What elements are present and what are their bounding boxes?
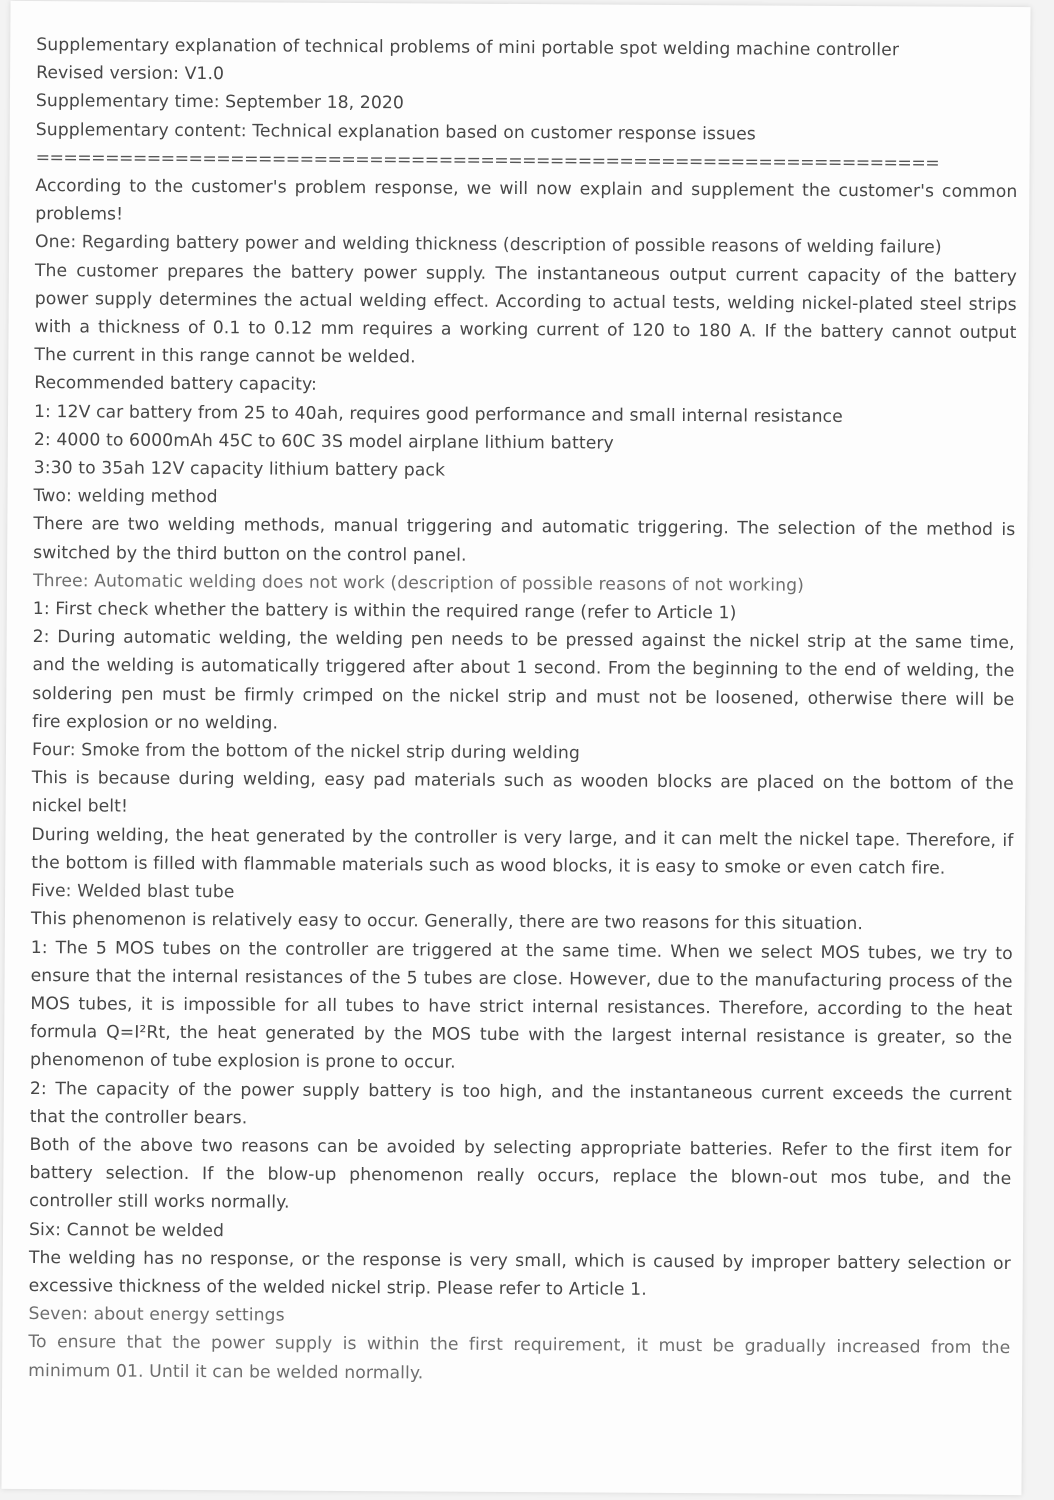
paragraph-line: battery selection. If the blow-up phenomenon really occurs, replace the blown-out mos tube, and the [29, 1163, 1012, 1190]
paragraph-line: minimum 01. Until it can be welded normally. [28, 1360, 424, 1383]
revision-line: Revised version: V1.0 [36, 63, 225, 85]
paragraph-line: that the controller bears. [29, 1106, 248, 1129]
paragraph-line: 1: First check whether the battery is within the required range (refer to Article 1) [32, 599, 737, 624]
list-item: 3:30 to 35ah 12V capacity lithium battery pack [33, 458, 446, 481]
section-heading-four: Four: Smoke from the bottom of the nickel strip during welding [31, 740, 580, 764]
paragraph-line: 1: The 5 MOS tubes on the controller are triggered at the same time. When we select MOS tubes, we try to [30, 937, 1013, 964]
section-heading-one: One: Regarding battery power and welding thickness (description of possible reasons of welding failure) [35, 232, 942, 259]
document-text [28, 31, 1018, 1391]
paragraph-line: formula Q=I²Rt, the heat generated by the MOS tube with the largest internal resistance is greater, so the [30, 1022, 1013, 1049]
document-title: Supplementary explanation of technical problems of mini portable spot welding machine controller [36, 35, 900, 61]
paragraph-line: During welding, the heat generated by the controller is very large, and it can melt the nickel tape. Therefore, if [31, 824, 1014, 851]
paragraph-line: and the welding is automatically triggered after about 1 second. From the beginning to the end of welding, the [32, 655, 1015, 682]
date-line: Supplementary time: September 18, 2020 [35, 91, 405, 114]
paragraph-line: power supply determines the actual welding effect. According to actual tests, welding nickel-plated steel strips [34, 288, 1017, 315]
paragraph-line: MOS tubes, it is impossible for all tubes to have strict internal resistances. Therefore, according to the heat [30, 993, 1013, 1020]
paragraph-line: Both of the above two reasons can be avoided by selecting appropriate batteries. Refer to the first item for [29, 1134, 1012, 1161]
paragraph-line: excessive thickness of the welded nickel strip. Please refer to Article 1. [28, 1275, 647, 1300]
list-item: 1: 12V car battery from 25 to 40ah, requires good performance and small internal resistance [33, 401, 843, 427]
content-line: Supplementary content: Technical explanation based on customer response issues [35, 119, 756, 145]
intro-line: According to the customer's problem response, we will now explain and supplement the customer's common [35, 176, 1018, 203]
paragraph-line: controller still works normally. [29, 1191, 290, 1213]
recommend-label: Recommended battery capacity: [34, 373, 317, 396]
document-page [1, 1, 1030, 1495]
paragraph-line: phenomenon of tube explosion is prone to occur. [30, 1050, 456, 1073]
paragraph-line: The current in this range cannot be welded. [34, 345, 416, 368]
paragraph-line: This phenomenon is relatively easy to occur. Generally, there are two reasons for this situation. [30, 909, 864, 935]
paragraph-line: 2: The capacity of the power supply battery is too high, and the instantaneous current exceeds the current [29, 1078, 1012, 1105]
paragraph-line: To ensure that the power supply is within the first requirement, it must be gradually increased from the [28, 1332, 1011, 1359]
section-heading-six: Six: Cannot be welded [28, 1219, 225, 1241]
section-heading-seven: Seven: about energy settings [28, 1304, 285, 1326]
paragraph-line: fire explosion or no welding. [32, 711, 279, 734]
paragraph-line: The welding has no response, or the response is very small, which is caused by improper battery selection or [28, 1247, 1011, 1274]
paragraph-line: ensure that the internal resistances of the 5 tubes are close. However, due to the manufacturing process of the [30, 965, 1013, 992]
paragraph-line: There are two welding methods, manual triggering and automatic triggering. The selection of the method is [33, 514, 1016, 541]
list-item: 2: 4000 to 6000mAh 45C to 60C 3S model airplane lithium battery [33, 429, 614, 454]
paragraph-line: soldering pen must be firmly crimped on the nickel strip and must not be loosened, otherwise there will be [32, 683, 1015, 710]
section-heading-three: Three: Automatic welding does not work (description of possible reasons of not working) [32, 570, 804, 596]
paragraph-line: with a thickness of 0.1 to 0.12 mm requires a working current of 120 to 180 A. If the battery cannot output [34, 317, 1017, 344]
intro-line: problems! [35, 204, 124, 225]
section-heading-five: Five: Welded blast tube [31, 881, 235, 903]
paragraph-line: This is because during welding, easy pad materials such as wooden blocks are placed on the bottom of the [31, 768, 1014, 795]
separator-line: ================================================================= [35, 147, 940, 174]
paragraph-line: switched by the third button on the control panel. [33, 542, 467, 566]
paragraph-line: 2: During automatic welding, the welding pen needs to be pressed against the nickel strip at the same time, [32, 627, 1015, 654]
section-heading-two: Two: welding method [33, 486, 218, 508]
paragraph-line: nickel belt! [31, 796, 129, 818]
paragraph-line: the bottom is filled with flammable materials such as wood blocks, it is easy to smoke or even catch fire. [31, 852, 946, 879]
paragraph-line: The customer prepares the battery power supply. The instantaneous output current capacity of the battery [34, 260, 1017, 287]
